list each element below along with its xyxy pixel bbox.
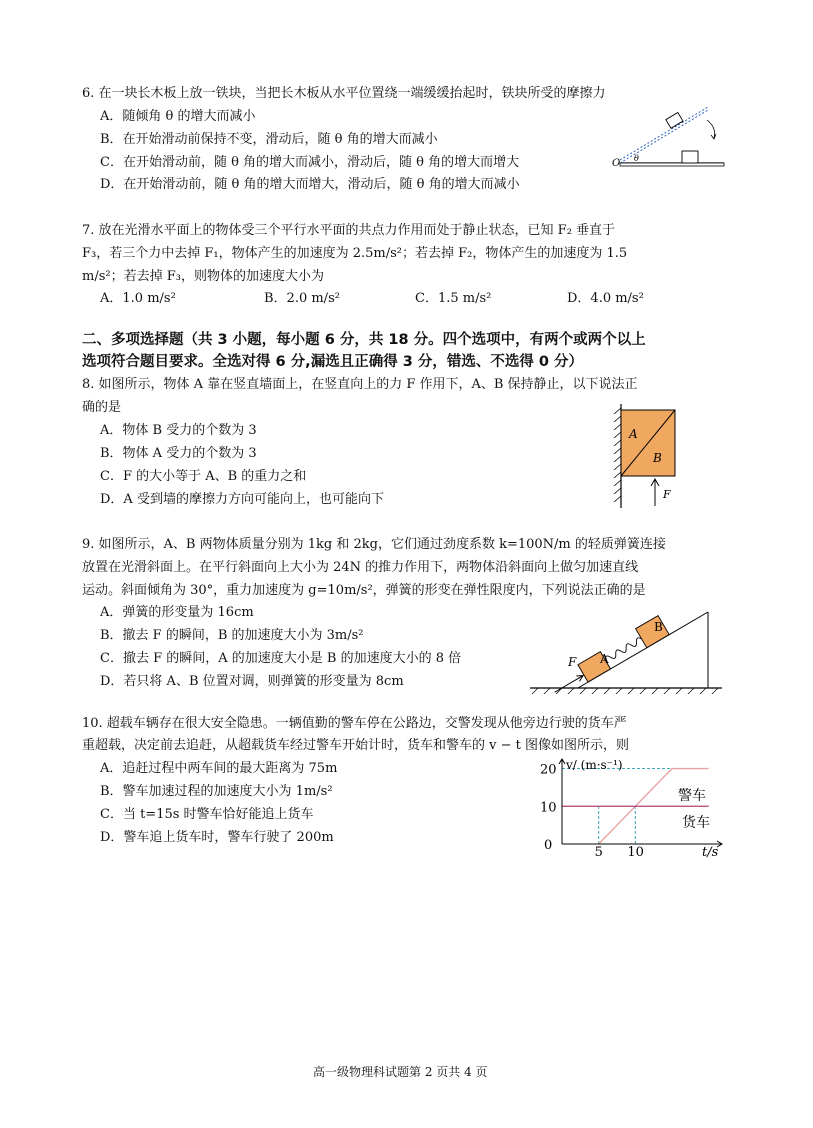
q10-option-d: D．警车追上货车时，警车行驶了 200m bbox=[100, 830, 334, 845]
q10-vt-chart bbox=[530, 755, 730, 865]
q7-option-a: A．1.0 m/s² bbox=[100, 291, 176, 306]
q9-label-a: A bbox=[600, 652, 609, 666]
q6-angle-label: θ bbox=[634, 154, 639, 163]
q8-label-b: B bbox=[653, 451, 662, 465]
q10-line-1: 10. 超载车辆存在很大安全隐患。一辆值勤的警车停在公路边，交警发现从他旁边行驶的货车严 bbox=[82, 716, 627, 731]
section2-heading-line-2: 选项符合题目要求。全选对得 6 分,漏选且正确得 3 分，错选、不选得 0 分） bbox=[82, 354, 584, 370]
q8-line-1: 8. 如图所示，物体 A 靠在竖直墙面上，在竖直向上的力 F 作用下，A、B 保持静止，以下说法正 bbox=[82, 377, 638, 392]
q7-option-b: B．2.0 m/s² bbox=[264, 291, 340, 306]
q10-option-c: C．当 t=15s 时警车恰好能追上货车 bbox=[100, 807, 314, 822]
q6-stem: 6. 在一块长木板上放一铁块，当把长木板从水平位置绕一端缓缓抬起时，铁块所受的摩擦力 bbox=[82, 86, 606, 101]
q9-line-1: 9. 如图所示，A、B 两物体质量分别为 1kg 和 2kg，它们通过劲度系数 k=100N/m 的轻质弹簧连接 bbox=[82, 537, 666, 552]
series-label-police: 警车 bbox=[678, 788, 706, 804]
q6-option-c: C．在开始滑动前，随 θ 角的增大而减小，滑动后，随 θ 角的增大而增大 bbox=[100, 155, 520, 170]
q7-option-d: D．4.0 m/s² bbox=[567, 291, 644, 306]
q9-incline-spring-figure bbox=[528, 606, 724, 696]
q10-line-2: 重超载，决定前去追赶，从超载货车经过警车开始计时，货车和警车的 v − t 图像如图所示，则 bbox=[82, 738, 629, 753]
q7-line-1: 7. 放在光滑水平面上的物体受三个平行水平面的共点力作用而处于静止状态，已知 F₂ 垂直于 bbox=[82, 223, 616, 238]
q7-line-3: m/s²；若去掉 F₃，则物体的加速度大小为 bbox=[82, 269, 324, 284]
page-footer: 高一级物理科试题第 2 页共 4 页 bbox=[313, 1065, 488, 1079]
q8-option-b: B．物体 A 受力的个数为 3 bbox=[100, 446, 257, 461]
q10-option-a: A．追赶过程中两车间的最大距离为 75m bbox=[100, 761, 338, 776]
q8-wall-blocks-figure bbox=[605, 402, 690, 510]
q8-option-a: A．物体 B 受力的个数为 3 bbox=[100, 423, 257, 438]
q6-option-a: A．随倾角 θ 的增大而减小 bbox=[100, 109, 256, 124]
q8-label-f: F bbox=[663, 488, 671, 501]
section2-heading-line-1: 二、多项选择题（共 3 小题，每小题 6 分，共 18 分。四个选项中，有两个或两个以上 bbox=[82, 332, 646, 348]
q9-label-f: F bbox=[568, 655, 577, 669]
q7-option-c: C．1.5 m/s² bbox=[415, 291, 492, 306]
q8-option-d: D．A 受到墙的摩擦力方向可能向上，也可能向下 bbox=[100, 492, 384, 507]
x-tick-5: 5 bbox=[594, 845, 603, 860]
q9-label-b: B bbox=[654, 620, 663, 634]
y-tick-20: 20 bbox=[540, 762, 557, 778]
q6-incline-figure bbox=[612, 100, 727, 172]
q9-option-b: B．撤去 F 的瞬间，B 的加速度大小为 3m/s² bbox=[100, 628, 364, 643]
q8-label-a: A bbox=[629, 427, 638, 441]
q10-option-b: B．警车加速过程的加速度大小为 1m/s² bbox=[100, 784, 333, 799]
q9-line-2: 放置在光滑斜面上。在平行斜面向上大小为 24N 的推力作用下，两物体沿斜面向上做匀加速直线 bbox=[82, 560, 639, 575]
q6-option-d: D．在开始滑动前，随 θ 角的增大而增大，滑动后，随 θ 角的增大而减小 bbox=[100, 177, 520, 192]
q8-line-2: 确的是 bbox=[82, 400, 122, 415]
series-label-truck: 货车 bbox=[682, 815, 710, 831]
q8-option-c: C．F 的大小等于 A、B 的重力之和 bbox=[100, 469, 307, 484]
q9-line-3: 运动。斜面倾角为 30°，重力加速度为 g=10m/s²，弹簧的形变在弹性限度内，下列说法正确的是 bbox=[82, 583, 646, 598]
q6-option-b: B．在开始滑动前保持不变，滑动后，随 θ 角的增大而减小 bbox=[100, 132, 438, 147]
origin-label: 0 bbox=[544, 838, 553, 853]
x-tick-10: 10 bbox=[627, 845, 644, 860]
y-tick-10: 10 bbox=[540, 800, 557, 816]
q9-option-d: D．若只将 A、B 位置对调，则弹簧的形变量为 8cm bbox=[100, 674, 404, 689]
q6-origin-label: O bbox=[612, 158, 621, 169]
q9-option-c: C．撤去 F 的瞬间，A 的加速度大小是 B 的加速度大小的 8 倍 bbox=[100, 651, 462, 666]
q7-line-2: F₃，若三个力中去掉 F₁，物体产生的加速度为 2.5m/s²；若去掉 F₂，物体产生的加速度为 1.5 bbox=[82, 246, 628, 261]
q9-option-a: A．弹簧的形变量为 16cm bbox=[100, 605, 254, 620]
x-axis-label: t/s bbox=[702, 845, 719, 860]
y-axis-label: v/ (m·s⁻¹) bbox=[566, 758, 623, 772]
